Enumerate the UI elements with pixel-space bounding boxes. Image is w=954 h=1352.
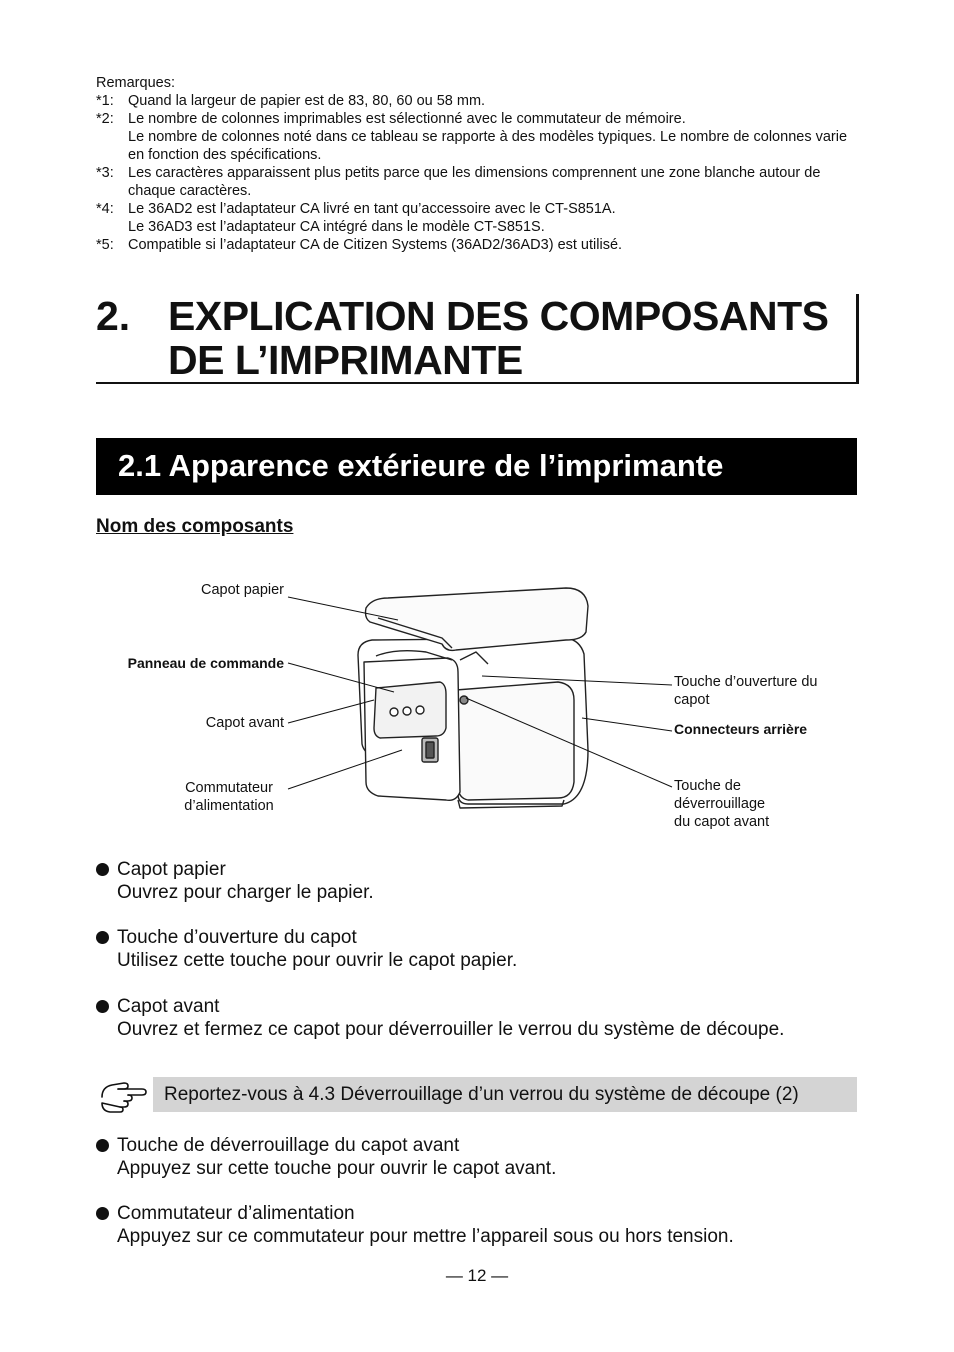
item-name: Capot papier — [117, 859, 226, 880]
label-front-cover: Capot avant — [205, 715, 284, 731]
subheading: Nom des composants — [96, 516, 294, 537]
bullet-icon — [96, 931, 109, 944]
item-description: Appuyez sur cette touche pour ouvrir le capot avant. — [117, 1158, 557, 1179]
chapter-heading — [96, 294, 859, 384]
label-front-cover-release: Touche de déverrouillage du capot avant — [674, 778, 770, 830]
reference-text: Reportez-vous à 4.3 Déverrouillage d’un verrou du système de découpe (2) — [164, 1084, 799, 1105]
remark-text: Quand la largeur de papier est de 83, 80, 60 ou 58 mm. — [128, 93, 486, 109]
remark-mark: *2: — [96, 111, 114, 127]
section-title: 2.1 Apparence extérieure de l’imprimante — [118, 448, 724, 483]
label-cover-open-button: Touche d’ouverture du capot — [674, 674, 818, 708]
remarks-header: Remarques: — [96, 75, 175, 91]
item-name: Touche d’ouverture du capot — [117, 927, 357, 948]
remark-note — [96, 110, 866, 164]
remark-text: Les caractères apparaissent plus petits parce que les dimensions comprennent une zone blanche autour de chaque caractères. — [128, 165, 821, 199]
remark-note — [96, 236, 866, 254]
item-name: Touche de déverrouillage du capot avant — [117, 1135, 460, 1156]
remark-text: Le 36AD2 est l’adaptateur CA livré en tant qu’accessoire avec le CT-S851A. — [128, 201, 616, 217]
item-name: Commutateur d’alimentation — [117, 1203, 355, 1224]
list-item — [96, 926, 866, 972]
reference-box — [153, 1077, 857, 1112]
item-name: Capot avant — [117, 996, 220, 1017]
remark-mark: *1: — [96, 93, 114, 109]
remark-text: Le nombre de colonnes noté dans ce tableau se rapporte à des modèles typiques. Le nombre de colonnes varie en fonction des spécifications. — [128, 129, 848, 163]
section-banner — [96, 438, 857, 495]
printer-diagram — [96, 560, 866, 850]
page-number: — 12 — — [445, 1266, 509, 1285]
remark-text: Le 36AD3 est l’adaptateur CA intégré dans le modèle CT-S851S. — [128, 219, 545, 235]
remark-text: Compatible si l’adaptateur CA de Citizen Systems (36AD2/36AD3) est utilisé. — [128, 237, 623, 253]
remark-note — [96, 164, 866, 200]
list-item — [96, 1134, 866, 1180]
remark-note — [96, 200, 866, 236]
list-item — [96, 995, 866, 1041]
bullet-icon — [96, 1139, 109, 1152]
label-control-panel: Panneau de commande — [127, 655, 284, 671]
leader-line — [582, 718, 672, 731]
remark-note — [96, 92, 866, 110]
item-description: Ouvrez et fermez ce capot pour déverrouiller le verrou du système de découpe. — [117, 1019, 785, 1040]
remark-mark: *5: — [96, 237, 114, 253]
item-description: Appuyez sur ce commutateur pour mettre l’appareil sous ou hors tension. — [117, 1226, 734, 1247]
bullet-icon — [96, 1207, 109, 1220]
remark-mark: *3: — [96, 165, 114, 181]
bullet-icon — [96, 1000, 109, 1013]
label-power-switch: Commutateur d’alimentation — [184, 780, 274, 814]
remarks-block — [96, 74, 866, 254]
chapter-number: 2. — [96, 293, 131, 339]
list-item — [96, 858, 866, 904]
item-description: Ouvrez pour charger le papier. — [117, 882, 374, 903]
remark-mark: *4: — [96, 201, 114, 217]
label-rear-connectors: Connecteurs arrière — [674, 721, 808, 737]
chapter-title: EXPLICATION DES COMPOSANTS DE L’IMPRIMANTE — [168, 293, 829, 383]
pointing-hand-icon — [98, 1075, 150, 1115]
list-item — [96, 1202, 866, 1248]
bullet-icon — [96, 863, 109, 876]
label-paper-cover: Capot papier — [200, 582, 284, 598]
reference-note — [96, 1075, 866, 1117]
item-description: Utilisez cette touche pour ouvrir le capot papier. — [117, 950, 518, 971]
remark-text: Le nombre de colonnes imprimables est sélectionné avec le commutateur de mémoire. — [128, 111, 686, 127]
